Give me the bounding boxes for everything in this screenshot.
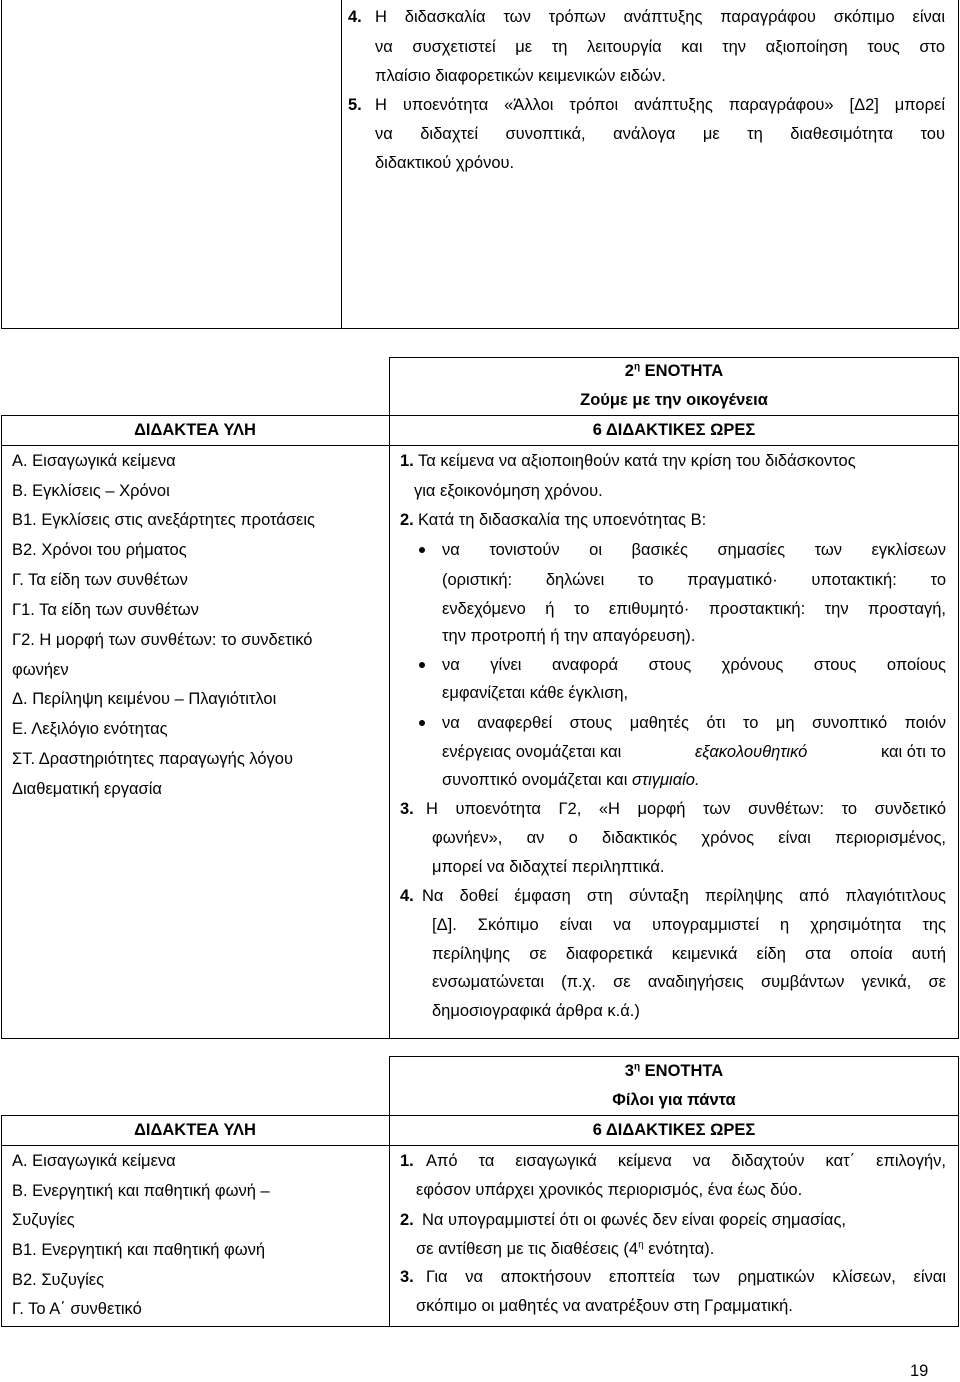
item-line: να διδαχτεί συνοπτικά, ανάλογα με τη διαθεσιμότητα του <box>375 125 945 143</box>
list-item: Β. Ενεργητική και παθητική φωνή – <box>12 1182 270 1200</box>
unit-word: ΕΝΟΤΗΤΑ <box>644 362 724 380</box>
note-line: για εξοικονόμηση χρόνου. <box>414 482 603 500</box>
list-item: Β1. Εγκλίσεις στις ανεξάρτητες προτάσεις <box>12 511 315 529</box>
unit3-divider <box>389 1115 390 1326</box>
bullet-line <box>442 765 700 795</box>
note-number: 2. <box>400 1211 414 1229</box>
list-item: Ε. Λεξιλόγιο ενότητας <box>12 720 168 738</box>
bullet-line: να τονιστούν οι βασικές σημασίες των εγκλίσεων <box>442 541 946 559</box>
top-table-divider <box>341 0 342 328</box>
note-line: περίληψης σε διαφορετικά κειμενικά είδη στα οποία αυτή <box>432 945 946 963</box>
bullet-line: την προτροπή ή την απαγόρευση). <box>442 627 696 645</box>
unit2-title <box>389 356 959 386</box>
unit2-subtitle: Ζούμε με την οικογένεια <box>580 391 768 409</box>
list-item: Συζυγίες <box>12 1211 75 1229</box>
note-line: φωνήεν», αν ο διδακτικός χρόνος είναι περιορισμένος, <box>432 829 946 847</box>
note-number: 3. <box>400 800 414 818</box>
note-number: 2. <box>400 511 414 529</box>
note-line: ενσωματώνεται (π.χ. σε αναδιηγήσεις συμβάντων γενικά, σε <box>432 973 946 991</box>
note-line: Κατά τη διδασκαλία της υποενότητας Β: <box>418 511 707 529</box>
note-line: Η υποενότητα Γ2, «Η μορφή των συνθέτων: το συνδετικό <box>426 800 946 818</box>
note-number: 1. <box>400 452 414 470</box>
note-number: 4. <box>400 887 414 905</box>
unit-word: ΕΝΟΤΗΤΑ <box>644 1062 724 1080</box>
note-line: Να δοθεί έμφαση στη σύνταξη περίληψης από πλαγιότιτλους <box>422 887 946 905</box>
note-line: δημοσιογραφικά άρθρα κ.ά.) <box>432 1002 640 1020</box>
note-line: Για να αποκτήσουν εποπτεία των ρηματικών κλίσεων, είναι <box>426 1268 946 1286</box>
ordinal-suffix: η <box>638 1239 644 1251</box>
list-item: Α. Εισαγωγικά κείμενα <box>12 452 176 470</box>
list-item: Β. Εγκλίσεις – Χρόνοι <box>12 482 170 500</box>
bullet-icon <box>419 547 425 553</box>
item-line: διδακτικού χρόνου. <box>375 154 515 172</box>
note-line: σκόπιμο οι μαθητές να ανατρέξουν στη Γραμματική. <box>416 1297 793 1315</box>
bullet-line: εμφανίζεται κάθε έγκλιση, <box>442 684 629 702</box>
unit3-title <box>389 1056 959 1086</box>
bullet-line: ενδεχόμενο ή το επιθυμητό· προστακτική: την προσταγή, <box>442 600 946 618</box>
item-number: 5. <box>348 96 362 114</box>
item-line: Η διδασκαλία των τρόπων ανάπτυξης παραγράφου σκόπιμο είναι <box>375 8 945 26</box>
list-item: Γ. Το Α΄ συνθετικό <box>12 1300 142 1318</box>
text-span: σε αντίθεση με τις διαθέσεις (4 <box>416 1240 639 1258</box>
note-line: Τα κείμενα να αξιοποιηθούν κατά την κρίση του διδάσκοντος <box>418 452 856 470</box>
page-number: 19 <box>910 1362 929 1380</box>
text-span: ενότητα). <box>648 1240 715 1258</box>
item-line: να συσχετιστεί με τη λειτουργία και την αξιοποίηση τους στο <box>375 38 945 56</box>
unit3-right-header: 6 ΔΙΔΑΚΤΙΚΕΣ ΩΡΕΣ <box>592 1121 756 1139</box>
list-item: Β2. Συζυγίες <box>12 1271 105 1289</box>
text-span: και ότι το <box>880 743 946 761</box>
list-item: Δ. Περίληψη κειμένου – Πλαγιότιτλοι <box>12 690 277 708</box>
note-line: [Δ]. Σκόπιμο είναι να υπογραμμιστεί η χρησιμότητα της <box>432 916 946 934</box>
unit2-right-header: 6 ΔΙΔΑΚΤΙΚΕΣ ΩΡΕΣ <box>592 421 756 439</box>
list-item: Γ2. Η μορφή των συνθέτων: το συνδετικό <box>12 631 313 649</box>
note-line <box>416 1234 714 1264</box>
unit3-subtitle: Φίλοι για πάντα <box>612 1091 736 1109</box>
bullet-line <box>442 737 946 767</box>
list-item: Β1. Ενεργητική και παθητική φωνή <box>12 1241 266 1259</box>
bullet-line: (οριστική: δηλώνει το πραγματικό· υποτακτική: το <box>442 571 946 589</box>
ordinal-suffix: η <box>633 361 641 373</box>
list-item: Γ. Τα είδη των συνθέτων <box>12 571 188 589</box>
bullet-icon <box>419 662 425 668</box>
unit2-left-header: ΔΙΔΑΚΤΕΑ ΥΛΗ <box>134 421 256 439</box>
italic-term: εξακολουθητικό <box>694 743 808 761</box>
item-line: Η υποενότητα «Άλλοι τρόποι ανάπτυξης παραγράφου» [Δ2] μπορεί <box>375 96 945 114</box>
note-line: Από τα εισαγωγικά κείμενα να διδαχτούν κατ΄ επιλογήν, <box>426 1152 946 1170</box>
list-item: Β2. Χρόνοι του ρήματος <box>12 541 187 559</box>
ordinal-suffix: η <box>633 1061 641 1073</box>
note-line: Να υπογραμμιστεί ότι οι φωνές δεν είναι φορείς σημασίας, <box>422 1211 846 1229</box>
note-number: 1. <box>400 1152 414 1170</box>
unit-number: 2 <box>624 362 634 380</box>
note-number: 3. <box>400 1268 414 1286</box>
item-number: 4. <box>348 8 362 26</box>
bullet-line: να αναφερθεί στους μαθητές ότι το μη συνοπτικό ποιόν <box>442 714 946 732</box>
item-line: πλαίσιο διαφορετικών κειμενικών ειδών. <box>375 67 666 85</box>
unit2-divider <box>389 415 390 1038</box>
list-item: Διαθεματική εργασία <box>12 780 162 798</box>
note-line: μπορεί να διδαχτεί περιληπτικά. <box>432 858 665 876</box>
list-item: φωνήεν <box>12 661 69 679</box>
list-item: Γ1. Τα είδη των συνθέτων <box>12 601 199 619</box>
bullet-icon <box>419 720 425 726</box>
unit3-left-header: ΔΙΔΑΚΤΕΑ ΥΛΗ <box>134 1121 256 1139</box>
bullet-line: να γίνει αναφορά στους χρόνους στους οποίους <box>442 656 946 674</box>
list-item: ΣΤ. Δραστηριότητες παραγωγής λόγου <box>12 750 293 768</box>
unit-number: 3 <box>624 1062 634 1080</box>
text-span: συνοπτικό ονομάζεται και <box>442 771 628 789</box>
list-item: Α. Εισαγωγικά κείμενα <box>12 1152 176 1170</box>
italic-term: στιγμιαίο. <box>631 771 700 789</box>
note-line: εφόσον υπάρχει χρονικός περιορισμός, ένα έως δύο. <box>416 1181 803 1199</box>
text-span: ενέργειας ονομάζεται και <box>442 743 622 761</box>
